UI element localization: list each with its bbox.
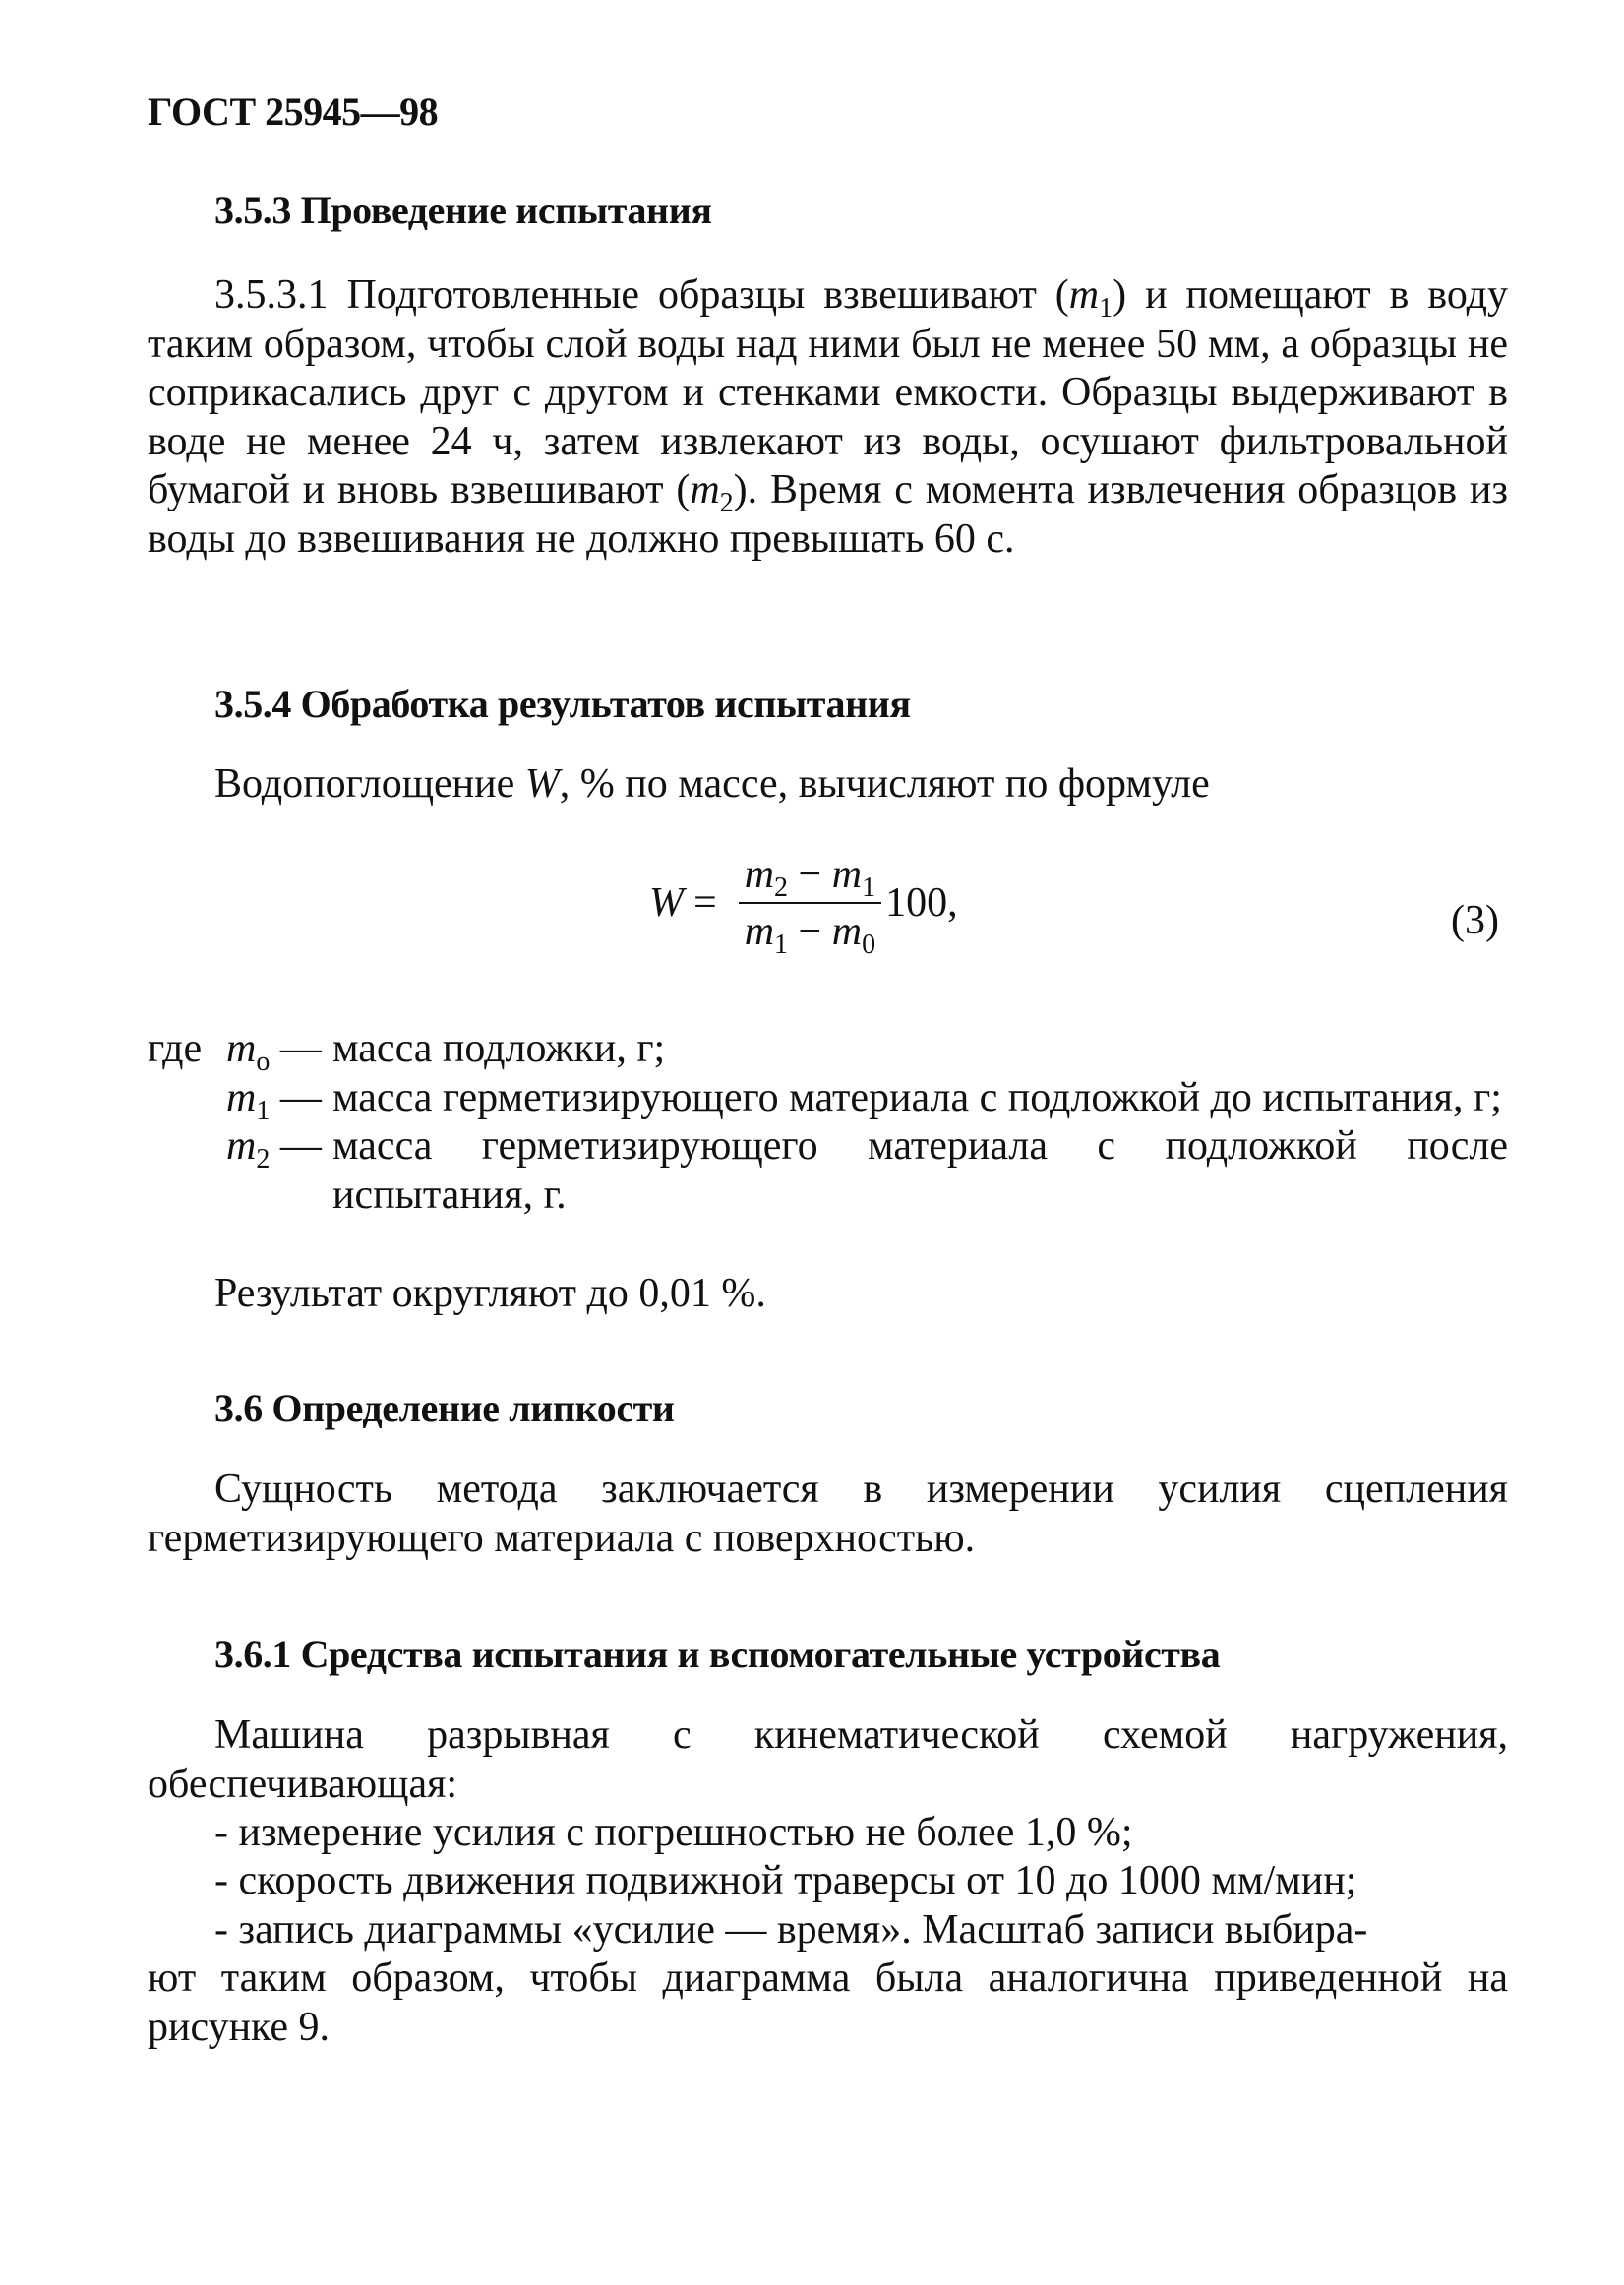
section-heading-3-5-4: 3.5.4 Обработка результатов испытания: [214, 682, 911, 726]
list-item: - запись диаграммы «усилие — время». Масштаб записи выбира-: [214, 1907, 1368, 1953]
formula-3: W = $\frac{m_2 - m_1}{m_1 - m_0}$ 100,: [649, 852, 958, 960]
paragraph-3-6: Сущность метода заключается в измерении усилия сцепления герметизирующего материала с поверхностью.: [148, 1467, 1508, 1561]
paragraph-3-5-3-1: 3.5.3.1 Подготовленные образцы взвешивают $(m_1)$ и помещают в воду таким образом, чтобы слой воды над ними был не менее 50 мм, а образцы не соприкасались друг с другом и стенками емкости. Образцы выдерживают в воде не менее 24 ч, затем извлекают из воды, осушают фильтровальной бумагой и вновь взвешивают $(m_2)$. Время с момента извлечения образцов из воды до взвешивания не должно превышать 60 с.: [148, 272, 1509, 562]
legend-item: $m_1$ — масса герметизирующего материала с подложкой до испытания, г;: [226, 1074, 1502, 1126]
equation-number: (3): [1451, 898, 1499, 943]
list-item: - измерение усилия с погрешностью не более 1,0 %;: [214, 1810, 1133, 1855]
formula-numerator: $m_2 - m_1$: [739, 851, 881, 904]
formula-intro: Водопоглощение W, % по массе, вычисляют по формуле: [214, 761, 1210, 807]
section-heading-3-6-1: 3.6.1 Средства испытания и вспомогательные устройства: [214, 1632, 1221, 1676]
rounding-note: Результат округляют до 0,01 %.: [214, 1271, 766, 1316]
variable-m: m: [690, 467, 720, 512]
paragraph-3-6-1: Машина разрывная с кинематической схемой нагружения, обеспечивающая:: [148, 1713, 1508, 1807]
section-heading-3-5-3: 3.5.3 Проведение испытания: [214, 188, 712, 232]
legend-item: $m_2$ — масса герметизирующего материала с подложкой после испытания, г.: [226, 1123, 1508, 1218]
legend-item: где $m_о$ — масса подложки, г;: [148, 1026, 666, 1077]
section-heading-3-6: 3.6 Определение липкости: [214, 1386, 675, 1430]
formula-legend: [148, 1025, 1508, 1220]
list-item: - скорость движения подвижной траверсы от 10 до 1000 мм/мин;: [214, 1858, 1357, 1903]
document-header: ГОСТ 25945—98: [148, 90, 439, 134]
formula-fraction: [739, 851, 881, 960]
formula-denominator: $m_1 - m_0$: [744, 909, 876, 960]
variable-m: m: [1068, 272, 1100, 318]
list-item-continuation: ют таким образом, чтобы диаграмма была аналогична приведенной на рисунке 9.: [148, 1955, 1508, 2050]
